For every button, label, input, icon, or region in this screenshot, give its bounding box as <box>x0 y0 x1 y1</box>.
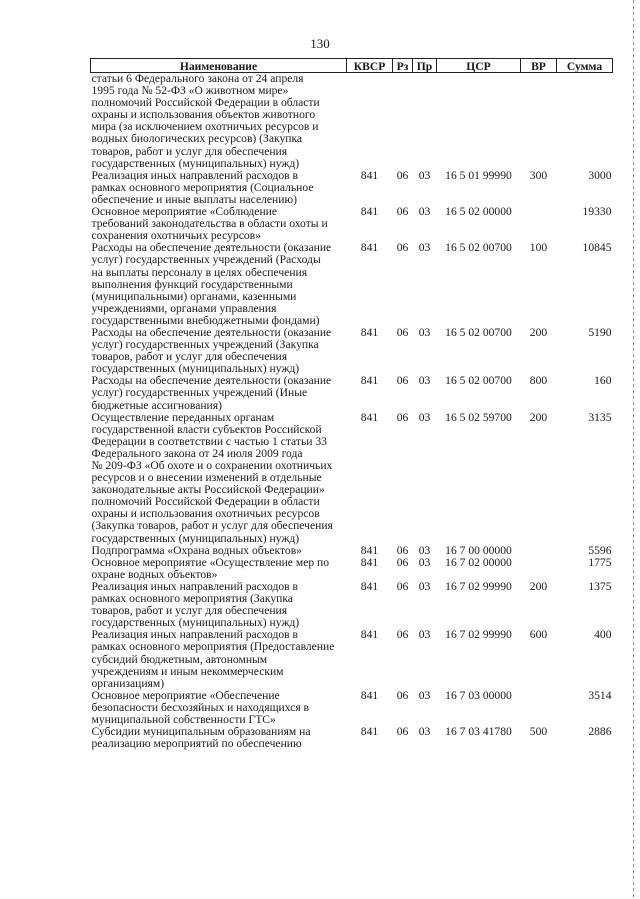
cell-csr: 16 5 02 00000 <box>445 205 512 219</box>
cell-pr: 03 <box>418 205 431 219</box>
table-row <box>91 242 613 327</box>
table-row <box>91 206 613 242</box>
cell-rz: 06 <box>396 628 409 642</box>
cell-pr: 03 <box>418 555 431 569</box>
cell-sum: 10845 <box>582 241 612 255</box>
column-header-sum: Сумма <box>557 59 613 73</box>
column-header-name: Наименование <box>91 59 347 73</box>
table-header <box>91 59 613 73</box>
cell-rz <box>393 73 413 170</box>
row-name-text: Основное мероприятие «Обеспечение безопасности бесхозяйных и находящихся в муниципальной собственности ГТС» <box>91 688 310 726</box>
cell-rz: 06 <box>396 725 409 739</box>
cell-vr <box>521 557 557 581</box>
column-header-pr: Пр <box>413 59 437 73</box>
cell-kvsr <box>347 73 393 170</box>
cell-csr: 16 7 03 00000 <box>445 688 512 702</box>
cell-vr: 100 <box>529 241 548 255</box>
cell-vr: 500 <box>529 725 548 739</box>
cell-rz: 06 <box>396 168 409 182</box>
cell-kvsr: 841 <box>360 725 379 739</box>
cell-kvsr: 841 <box>360 205 379 219</box>
cell-vr: 300 <box>529 168 548 182</box>
cell-csr: 16 7 00 00000 <box>445 543 512 557</box>
cell-sum: 3000 <box>588 168 612 182</box>
row-name-text: Реализация иных направлений расходов в рамках основного мероприятия (Предоставление субсидий бюджетным, автономным учреждениям и иным некоммерческим организациям) <box>91 628 335 690</box>
table-row <box>91 375 613 411</box>
table-row <box>91 690 613 726</box>
column-header-vr: ВР <box>521 59 557 73</box>
cell-name <box>91 690 347 726</box>
cell-csr: 16 5 02 00700 <box>445 241 512 255</box>
cell-rz: 06 <box>396 325 409 339</box>
cell-csr: 16 5 02 59700 <box>445 410 512 424</box>
budget-table <box>90 58 613 750</box>
column-header-kvsr: КВСР <box>347 59 393 73</box>
cell-vr <box>521 545 557 557</box>
cell-vr: 800 <box>529 374 548 388</box>
cell-csr: 16 7 03 41780 <box>445 725 512 739</box>
cell-rz: 06 <box>396 410 409 424</box>
cell-csr: 16 7 02 99990 <box>445 579 512 593</box>
cell-kvsr: 841 <box>360 168 379 182</box>
cell-sum: 1775 <box>588 555 612 569</box>
cell-kvsr: 841 <box>360 374 379 388</box>
cell-csr: 16 5 01 99990 <box>445 168 512 182</box>
cell-pr: 03 <box>418 579 431 593</box>
cell-sum <box>557 73 613 170</box>
table-row <box>91 327 613 375</box>
cell-kvsr: 841 <box>360 628 379 642</box>
cell-csr: 16 5 02 00700 <box>445 374 512 388</box>
cell-sum: 5596 <box>588 543 612 557</box>
cell-pr <box>413 73 437 170</box>
cell-csr: 16 7 02 99990 <box>445 628 512 642</box>
row-name-text: Подпрограмма «Охрана водных объектов» <box>91 543 302 557</box>
cell-sum: 3514 <box>588 688 612 702</box>
row-name-text: Субсидии муниципальным образованиям на реализацию мероприятий по обеспечению <box>91 725 311 751</box>
cell-vr <box>521 73 557 170</box>
cell-rz: 06 <box>396 579 409 593</box>
cell-vr: 200 <box>529 325 548 339</box>
cell-sum: 19330 <box>582 205 612 219</box>
table-row <box>91 726 613 750</box>
row-name-text: Основное мероприятие «Соблюдение требований законодательства в области охоты и сохранения охотничьих ресурсов» <box>91 205 328 243</box>
cell-pr: 03 <box>418 628 431 642</box>
cell-csr: 16 5 02 00700 <box>445 325 512 339</box>
cell-pr: 03 <box>418 168 431 182</box>
cell-rz: 06 <box>396 543 409 557</box>
cell-sum: 2886 <box>588 725 612 739</box>
page-number: 130 <box>310 36 330 51</box>
cell-pr: 03 <box>418 543 431 557</box>
cell-rz: 06 <box>396 241 409 255</box>
cell-name <box>91 581 347 629</box>
cell-pr: 03 <box>418 325 431 339</box>
cell-sum: 1375 <box>588 579 612 593</box>
header-row <box>91 59 613 73</box>
cell-rz: 06 <box>396 688 409 702</box>
cell-vr: 200 <box>529 410 548 424</box>
cell-pr: 03 <box>418 688 431 702</box>
column-header-csr: ЦСР <box>437 59 521 73</box>
cell-name <box>91 206 347 242</box>
cell-name <box>91 629 347 689</box>
row-name-text: Реализация иных направлений расходов в рамках основного мероприятия (Закупка товаров, работ и услуг для обеспечения государственных (муниципальных) нужд) <box>91 579 300 630</box>
cell-vr: 200 <box>529 579 548 593</box>
row-name-text: Реализация иных направлений расходов в рамках основного мероприятия (Социальное обеспечение и иные выплаты населению) <box>91 168 314 206</box>
cell-vr: 600 <box>529 628 548 642</box>
row-name-text: Основное мероприятие «Осуществление мер по охране водных объектов» <box>91 555 330 581</box>
table-row <box>91 581 613 629</box>
row-name-text: Расходы на обеспечение деятельности (оказание услуг) государственных учреждений (Иные бюджетные ассигнования) <box>91 374 332 412</box>
cell-sum: 5190 <box>588 325 612 339</box>
table-row <box>91 557 613 581</box>
table-body <box>91 73 613 751</box>
cell-csr <box>437 73 521 170</box>
cell-kvsr: 841 <box>360 579 379 593</box>
row-name-text: Расходы на обеспечение деятельности (оказание услуг) государственных учреждений (Расходы на выплаты персоналу в целях обеспечения выполнения функций государственными (муниципальными) органами, казенными учреждениями, органами управления государственными внебюджетными фондами) <box>91 241 332 327</box>
cell-rz: 06 <box>396 205 409 219</box>
table-row <box>91 73 613 170</box>
cell-name <box>91 170 347 206</box>
cell-name <box>91 375 347 411</box>
cell-sum: 160 <box>594 374 612 388</box>
cell-name <box>91 557 347 581</box>
table-row <box>91 629 613 689</box>
table-row <box>91 170 613 206</box>
row-name-text: Расходы на обеспечение деятельности (оказание услуг) государственных учреждений (Закупка товаров, работ и услуг для обеспечения государственных (муниципальных) нужд) <box>91 325 332 376</box>
cell-rz: 06 <box>396 555 409 569</box>
cell-name <box>91 242 347 327</box>
cell-pr: 03 <box>418 725 431 739</box>
cell-name <box>91 412 347 545</box>
page-edge-decoration <box>633 0 634 899</box>
cell-sum: 400 <box>594 628 612 642</box>
cell-kvsr: 841 <box>360 241 379 255</box>
cell-kvsr: 841 <box>360 325 379 339</box>
cell-name <box>91 73 347 170</box>
cell-kvsr: 841 <box>360 543 379 557</box>
row-name-text: Осуществление переданных органам государственной власти субъектов Российской Федерации в соответствии с частью 1 статьи 33 Федерального закона от 24 июля 2009 года № 209-ФЗ «Об охоте и о сохранении охотничьих ресурсов и о внесении изменений в отдельные законодательные акты Российской Федерации» полномочий Российской Федерации в области охраны и использования охотничьих ресурсов (Закупка товаров, работ и услуг для обеспечения государственных (муниципальных) нужд) <box>91 410 333 545</box>
cell-rz: 06 <box>396 374 409 388</box>
cell-kvsr: 841 <box>360 410 379 424</box>
cell-pr: 03 <box>418 410 431 424</box>
cell-kvsr: 841 <box>360 688 379 702</box>
cell-csr: 16 7 02 00000 <box>445 555 512 569</box>
cell-sum: 3135 <box>588 410 612 424</box>
cell-pr: 03 <box>418 374 431 388</box>
cell-kvsr: 841 <box>360 555 379 569</box>
cell-name <box>91 726 347 750</box>
cell-pr: 03 <box>418 241 431 255</box>
column-header-rz: Рз <box>393 59 413 73</box>
cell-name <box>91 327 347 375</box>
cell-vr <box>521 206 557 242</box>
cell-vr <box>521 690 557 726</box>
table-row <box>91 412 613 545</box>
row-name-text: статьи 6 Федерального закона от 24 апреля 1995 года № 52-ФЗ «О животном мире» полномочий Российской Федерации в области охраны и использования объектов животного мира (за исключением охотничьих ресурсов и водных биологических ресурсов) (Закупка товаров, работ и услуг для обеспечения государственных (муниципальных) нужд) <box>91 72 320 170</box>
